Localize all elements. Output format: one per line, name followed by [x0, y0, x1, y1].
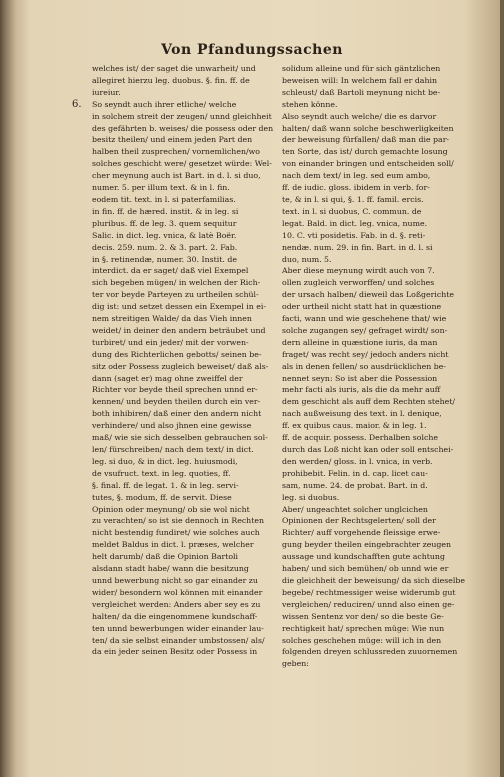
text-line: helt darumb/ daß die Opinion Bartoli	[92, 552, 239, 562]
text-line: eodem tit. text. in l. si paterfamilias.	[92, 194, 236, 204]
running-head: Von Pfandungssachen	[161, 42, 343, 58]
text-line: wissen Sentenz vor den/ so die beste Ge-	[282, 611, 444, 621]
text-line: nem streitigen Walde/ da das Vieh innen	[92, 314, 252, 324]
text-line: schleust/ daß Bartoli meynung nicht be-	[282, 87, 441, 97]
text-line: tutes, §. modum, ff. de servit. Diese	[92, 492, 232, 502]
text-line: meldet Baldus in dict. l. præses, welcher	[92, 540, 254, 550]
text-line: solche zugangen sey/ gefraget wirdt/ son-	[282, 325, 448, 335]
text-line: ff. ex quibus caus. maior. & in leg. 1.	[282, 421, 427, 431]
text-line: halben theil zusprechen/ vornemlichen/wo	[92, 147, 260, 157]
text-line: nach dem text/ in leg. sed eum ambo,	[282, 171, 431, 181]
text-line: Aber/ ungeachtet solcher unglcichen	[282, 504, 428, 514]
text-line: weidet/ in deiner den andern beträubet und	[92, 325, 266, 335]
text-line: in solchem streit der zeugen/ unnd gleichheit	[92, 111, 272, 121]
text-line: sitz oder Possess zugleich beweiset/ daß als-	[92, 361, 269, 371]
text-line: maß/ wie sie sich desselben gebrauchen sol-	[92, 433, 268, 443]
text-line: Opinionen der Rechtsgelerten/ soll der	[282, 516, 436, 526]
text-line: alsdann stadt habe/ wann die besitzung	[92, 564, 249, 574]
text-line: da ein jeder seinen Besitz oder Possess in	[92, 647, 258, 657]
text-line: solches geschicht were/ gesetzet würde: Wel-	[92, 159, 272, 169]
text-line: facti, wann und wie geschehene that/ wie	[282, 314, 447, 324]
text-line: oder urtheil nicht statt hat in quæstione	[282, 302, 442, 312]
text-line: ten unnd bewerbungen wider einander lau-	[92, 623, 264, 633]
text-line: So seyndt auch ihrer etliche/ welche	[92, 99, 237, 109]
text-line: prohibebit. Felin. in d. cap. licet cau-	[282, 468, 428, 478]
text-line: des gefährten b. weises/ die possess oder den	[92, 123, 274, 133]
text-line: wider/ besondern wol können mit einander	[92, 587, 263, 597]
text-line: Richter/ auff vorgehende fleissige erwe-	[282, 528, 441, 538]
text-line: dung des Richterlichen gebotts/ seinen be-	[92, 349, 262, 359]
text-line: both inhibiren/ daß einer den andern nicht	[92, 409, 262, 419]
text-line: begebe/ rechtmessiger weise widerumb gut	[282, 587, 456, 597]
text-line: nicht bestendig fundiret/ wie solches auch	[92, 528, 260, 538]
text-line: leg. si duo, & in dict. leg. huiusmodi,	[92, 456, 238, 466]
text-line: Richter vor beyde theil sprechen unnd er-	[92, 385, 258, 395]
text-line: beweisen will: In welchem fall er dahin	[282, 75, 437, 85]
text-line: als in denen fellen/ so ausdrücklichen be-	[282, 361, 446, 371]
text-line: 10. C. vti posidetis. Fab. in d. §. reti-	[282, 230, 426, 240]
text-line: folgenden dreyen schlussreden zuuornemen	[282, 647, 458, 657]
text-line: nennet seyn: So ist aber die Possession	[282, 373, 438, 383]
text-line: unnd bewerbung nicht so gar einander zu	[92, 575, 258, 585]
right-column	[282, 63, 465, 763]
text-line: cher meynung auch ist Bart. in d. l. si duo,	[92, 171, 261, 181]
text-line: geben:	[282, 659, 309, 669]
text-line: legat. Bald. in dict. leg. vnica, nume.	[282, 218, 428, 228]
text-line: halten/ daß wann solche beschwerligkeiten	[282, 123, 454, 133]
text-line: der beweisung fürfallen/ daß man die par-	[282, 135, 450, 145]
text-line: nendæ. num. 29. in fin. Bart. in d. l. si	[282, 242, 433, 252]
text-line: turbiret/ und ein jeder/ mit der vorwen-	[92, 337, 249, 347]
left-column	[92, 63, 274, 763]
text-line: ten Sorte, das ist/ durch gemachte losung	[282, 147, 448, 157]
text-line: ollen zugleich verworffen/ und solches	[282, 278, 435, 288]
text-line: Also seyndt auch welche/ die es darvor	[282, 111, 437, 121]
text-line: duo, num. 5.	[282, 254, 332, 264]
text-line: in fin. ff. de hæred. instit. & in leg. si	[92, 206, 239, 216]
text-line: rechtigkeit hat/ sprechen müge: Wie nun	[282, 623, 445, 633]
text-line: stehen könne.	[282, 99, 338, 109]
text-line: Salic. in dict. leg. vnica, & latè Boër.	[92, 230, 237, 240]
text-line: iureiur.	[92, 87, 121, 97]
text-line: der ursach halben/ dieweil das Loßgerichte	[282, 290, 454, 300]
text-line: §. final. ff. de legat. 1. & in leg. servi-	[92, 480, 239, 490]
margin-number: 6.	[72, 99, 82, 110]
text-line: ten/ da sie selbst einander umbstossen/ als/	[92, 635, 265, 645]
text-line: vergleichen/ reduciren/ unnd also einen ge-	[282, 599, 455, 609]
text-line: Opinion oder meynung/ ob sie wol nicht	[92, 504, 250, 514]
text-line: pluribus. ff. de leg. 3. quem sequitur	[92, 218, 237, 228]
text-line: den werden/ gloss. in l. vnica, in verb.	[282, 456, 433, 466]
text-line: dern alleine in quæstione iuris, da man	[282, 337, 438, 347]
text-line: ff. de iudic. gloss. ibidem in verb. for-	[282, 183, 430, 193]
text-line: vergleichet werden: Anders aber sey es zu	[92, 599, 261, 609]
text-line: Aber diese meynung wirdt auch von 7.	[282, 266, 435, 276]
text-line: sich begeben mügen/ in welchen der Rich-	[92, 278, 261, 288]
text-line: solidum alleine und für sich gäntzlichen	[282, 64, 441, 73]
text-line: text. in l. si duobus, C. commun. de	[282, 206, 422, 216]
text-line: te, & in l. si qui, §. 1. ff. famil. ercis.	[282, 194, 424, 204]
text-line: de vsufruct. text. in leg. quoties, ff.	[92, 468, 231, 478]
text-line: in §. retinendæ, numer. 30. Instit. de	[92, 254, 237, 264]
text-line: von einander bringen und entscheiden soll/	[282, 159, 454, 169]
text-line: welches ist/ der saget die unwarheit/ und	[92, 64, 256, 73]
text-line: verhindere/ und also jhnen eine gewisse	[92, 421, 252, 431]
text-line: numer. 5. per illum text. & in l. fin.	[92, 183, 230, 193]
text-line: interdict. da er saget/ daß viel Exempel	[92, 266, 249, 276]
text-line: solches geschehen müge: will ich in den	[282, 635, 442, 645]
text-line: nach außweisung des text. in l. denique,	[282, 409, 442, 419]
text-line: allegiret hierzu leg. duobus. §. fin. ff. de	[92, 75, 250, 85]
text-line: dem geschicht als auff dem Rechten stehet/	[282, 397, 456, 407]
text-line: haben/ und sich bemühen/ ob unnd wie er	[282, 564, 449, 574]
text-line: besitz theilen/ und einem jeden Part den	[92, 135, 253, 145]
text-line: ter vor beyde Parteyen zu urtheilen schül-	[92, 290, 259, 300]
text-line: mehr facti als iuris, als die da mehr auff	[282, 385, 441, 395]
text-line: leg. si duobus.	[282, 492, 340, 502]
text-line: dig ist: und setzet dessen ein Exempel in ei-	[92, 302, 267, 312]
text-line: durch das Loß nicht kan oder soll entschei-	[282, 445, 454, 454]
text-line: decis. 259. num. 2. & 3. part. 2. Fab.	[92, 242, 238, 252]
text-line: ff. de acquir. possess. Derhalben solche	[282, 433, 438, 443]
text-line: len/ fürschreiben/ nach dem text/ in dict.	[92, 445, 254, 454]
text-line: dann (saget er) mag ohne zweiffel der	[92, 373, 243, 383]
text-line: sam, nume. 24. de probat. Bart. in d.	[282, 480, 428, 490]
text-line: fraget/ was recht sey/ jedoch anders nicht	[282, 349, 449, 359]
text-line: aussage und kundschafften gute achtung	[282, 552, 445, 562]
text-line: die gleichheit der beweisung/ da sich dieselbe	[282, 575, 465, 585]
text-line: kennen/ und beyden theilen durch ein ver-	[92, 397, 261, 407]
text-line: gung beyder theilen eingebrachter zeugen	[282, 540, 452, 550]
text-line: zu verachten/ so ist sie dennoch in Rechten	[92, 516, 264, 526]
text-line: halten/ da die eingenommene kundschaff-	[92, 611, 258, 621]
